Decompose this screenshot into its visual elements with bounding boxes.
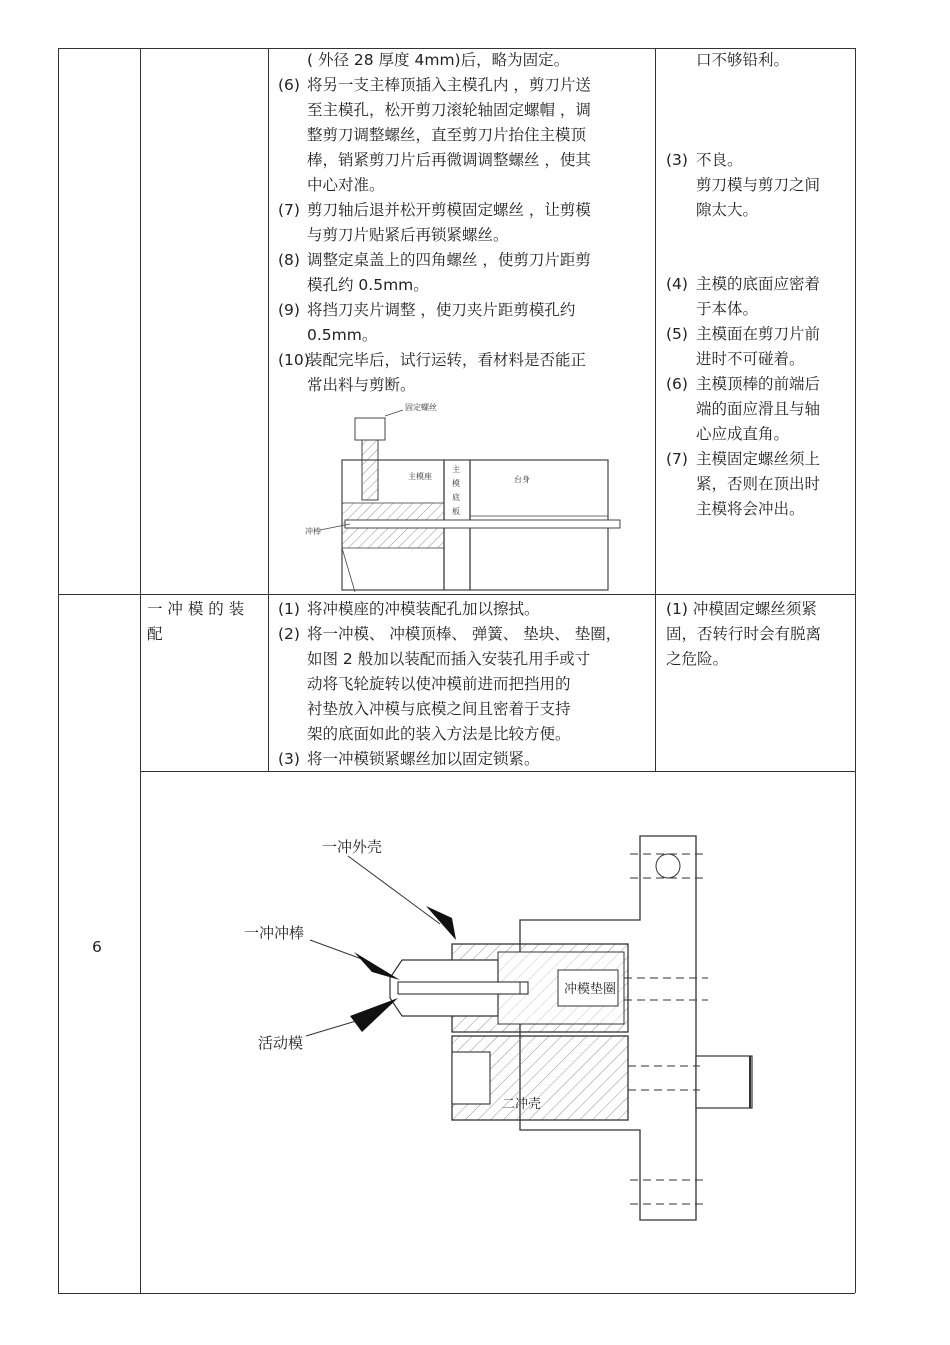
shaft	[696, 1056, 752, 1108]
svg-text:主: 主	[452, 465, 460, 474]
note-text-line: 之危险。	[666, 650, 729, 668]
note-text-line: 剪刀模与剪刀之间	[696, 176, 821, 194]
screw-head	[355, 418, 385, 440]
row6-title-line2: 配	[147, 625, 163, 643]
item-text-line: 如图 2 般加以装配而插入安装孔用手或寸	[307, 650, 591, 668]
item-text-line: 动将飞轮旋转以使冲模前进而把挡用的	[307, 675, 571, 693]
svg-text:底: 底	[452, 493, 460, 502]
item-text-line: 剪刀轴后退并松开剪模固定螺丝 ，让剪模	[307, 201, 591, 219]
table-bottom-border	[58, 1293, 855, 1294]
item-number: (7)	[278, 201, 300, 219]
item-number: (6)	[278, 76, 300, 94]
note-text-line: 紧，否则在顶出时	[696, 475, 821, 493]
item-number: (8)	[278, 251, 300, 269]
note-number: (7)	[666, 450, 688, 468]
item-text-line: 架的底面如此的装入方法是比较方便。	[307, 725, 571, 743]
note-text-line: 主模固定螺丝须上	[696, 450, 821, 468]
item-text-line: 中心对准。	[307, 176, 385, 194]
note-text-line: 不良。	[696, 151, 743, 169]
note-text-line: 固，否转行时会有脱离	[666, 625, 822, 643]
item-text-line: 衬垫放入冲模与底模之间且密着于支持	[307, 700, 571, 718]
item-text-line: 将一冲模、 冲模顶棒、 弹簧、 垫块、 垫圈，	[307, 625, 622, 643]
col-divider-1	[140, 48, 141, 1293]
note-text-line: 主模将会冲出。	[696, 500, 805, 518]
note-number: (4)	[666, 275, 688, 293]
main-die-assembly-figure	[300, 398, 630, 592]
item-number: (3)	[278, 750, 300, 768]
note-text-line: 进时不可碰着。	[696, 350, 805, 368]
row-divider	[58, 594, 855, 595]
note-text-line: 主模顶棒的前端后	[696, 375, 821, 393]
item-text-line: 整剪刀调整螺丝，直至剪刀片抬住主模顶	[307, 126, 587, 144]
note-text-line: 端的面应滑且与轴	[696, 400, 821, 418]
item-text-line: 至主模孔，松开剪刀滚轮轴固定螺帽 ，调	[307, 101, 591, 119]
label-punch-rod: 一冲冲棒	[244, 924, 305, 942]
item-number: (10)	[278, 351, 310, 369]
arrow-outer-shell	[426, 906, 456, 940]
note-number: (3)	[666, 151, 688, 169]
screw-shank	[362, 440, 378, 500]
svg-text:板: 板	[452, 507, 460, 516]
label-body: 台身	[514, 475, 530, 484]
note-text-line: 隙太大。	[696, 201, 759, 219]
item-number: (9)	[278, 301, 300, 319]
item-text-line: 调整定桌盖上的四角螺丝 ，使剪刀片距剪	[307, 251, 591, 269]
item-text-line: 模孔约 0.5mm。	[307, 276, 429, 294]
label-outer-shell: 一冲外壳	[322, 838, 383, 856]
item-text-line: 与剪刀片贴紧后再锁紧螺丝。	[307, 226, 509, 244]
note-number: (6)	[666, 375, 688, 393]
item-text-line: 将冲模座的冲模装配孔加以擦拭。	[307, 600, 540, 618]
row6-index: 6	[92, 938, 102, 956]
label-die-washer: 冲模垫圈	[564, 982, 617, 997]
label-second-shell: 二冲壳	[502, 1097, 542, 1112]
item-text-line: 将另一支主棒顶插入主模孔内 ，剪刀片送	[307, 76, 591, 94]
item-text-line: 装配完毕后，试行运转，看材料是否能正	[307, 351, 587, 369]
item-text-line: ( 外径 28 厚度 4mm)后，略为固定。	[307, 51, 570, 69]
punch-rod	[345, 520, 620, 528]
note-text-line: 主模的底面应密着	[696, 275, 821, 293]
note-number: (5)	[666, 325, 688, 343]
item-number: (2)	[278, 625, 300, 643]
arrow-movable-die	[350, 998, 398, 1032]
table-left-border	[58, 48, 59, 1293]
table-right-border	[855, 48, 856, 1293]
label-punch: 冲棒	[305, 527, 321, 536]
item-text-line: 将挡刀夹片调整 ，使刀夹片距剪模孔约	[307, 301, 576, 319]
item-text-line: 棒，销紧剪刀片后再微调调整螺丝 ，使其	[307, 151, 591, 169]
col-divider-3	[655, 48, 656, 771]
punch-die-assembly-figure	[230, 820, 770, 1240]
label-movable-die: 活动模	[258, 1034, 304, 1052]
item-number: (1)	[278, 600, 300, 618]
item-text-line: 0.5mm。	[307, 326, 378, 344]
col-divider-2	[268, 48, 269, 771]
label-screw: 固定螺丝	[405, 403, 437, 412]
label-die-seat: 主模座	[408, 472, 432, 481]
note-text-line: 于本体。	[696, 300, 759, 318]
item-text-line: 将一冲模锁紧螺丝加以固定锁紧。	[307, 750, 540, 768]
item-text-line: 常出料与剪断。	[307, 376, 416, 394]
punch-rod	[398, 982, 528, 994]
note-text-line: (1) 冲模固定螺丝须紧	[666, 600, 817, 618]
note-text-line: 心应成直角。	[696, 425, 790, 443]
note-text-line: 口不够铅利。	[696, 51, 790, 69]
row6-title-line1: 一 冲 模 的 装	[147, 600, 245, 618]
note-text-line: 主模面在剪刀片前	[696, 325, 821, 343]
svg-text:模: 模	[452, 479, 460, 488]
